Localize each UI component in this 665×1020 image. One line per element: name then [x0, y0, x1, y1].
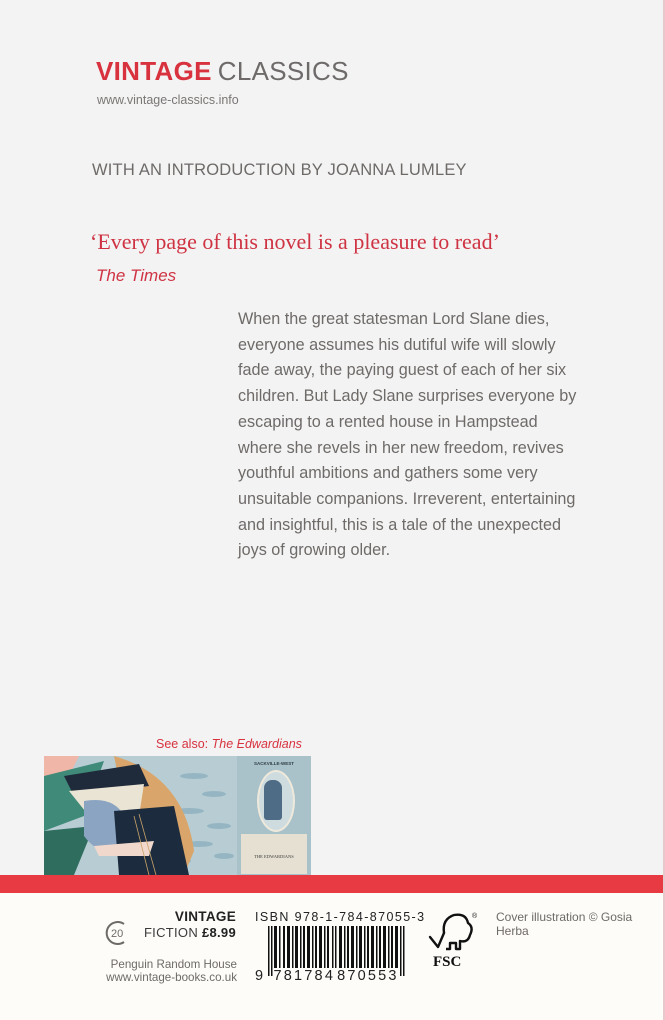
mini-cover-author: SACKVILLE-WEST — [254, 761, 294, 766]
see-also-label: See also: — [156, 737, 209, 751]
cover-illustration-detail — [44, 756, 237, 875]
publisher-name: Penguin Random House — [110, 958, 237, 971]
blurb-line: When the great statesman Lord Slane dies, — [238, 310, 550, 328]
see-also — [156, 737, 302, 751]
footer-band — [0, 875, 663, 893]
review-quote: ‘Every page of this novel is a pleasure to read’ — [90, 229, 500, 254]
blurb-line: where she revels in her new freedom, revives — [238, 438, 564, 457]
blurb-line: everyone assumes his dutiful wife will slowly — [238, 335, 556, 354]
blurb-line: and insightful, this is a tale of the unexpected — [238, 515, 562, 534]
see-also-title[interactable]: The Edwardians — [211, 737, 302, 751]
review-source: The Times — [96, 266, 177, 285]
blurb-line: youthful ambitions and gathers some very — [238, 464, 538, 483]
publisher-website[interactable]: www.vintage-books.co.uk — [106, 971, 237, 984]
barcode-digits — [254, 968, 400, 984]
category-label: FICTION — [143, 925, 199, 940]
publisher-info — [96, 958, 237, 984]
fsc-logo — [426, 909, 476, 969]
fsc-tree-icon — [426, 909, 480, 971]
barcode-digits-right: 870553 — [337, 968, 399, 984]
svg-text:®: ® — [472, 913, 478, 920]
series-logo — [96, 56, 349, 87]
barcode-digits-left: 781784 — [273, 968, 336, 984]
illustration-art-icon — [44, 756, 237, 875]
figure-shape — [264, 780, 282, 820]
blurb-line: fade away, the paying guest of each of her six — [238, 361, 567, 380]
blurb-line: joys of growing older. — [238, 541, 391, 560]
svg-text:20: 20 — [111, 928, 124, 940]
svg-text:FSC: FSC — [433, 954, 462, 970]
c20-logo-icon — [104, 920, 128, 944]
mini-cover-title: THE EDWARDIANS — [254, 854, 294, 859]
blurb-line: children. But Lady Slane surprises everyone by — [238, 387, 577, 406]
price: £8.99 — [201, 925, 236, 940]
isbn-label: ISBN 978-1-784-87055-3 — [255, 910, 426, 924]
introduction-credit: WITH AN INTRODUCTION BY JOANNA LUMLEY — [92, 161, 467, 179]
imprint-name: VINTAGE — [96, 56, 212, 86]
series-website[interactable]: www.vintage-classics.info — [97, 93, 239, 107]
imprint-name: VINTAGE — [174, 909, 236, 924]
blurb-line: unsuitable companions. Irreverent, entertaining — [238, 489, 576, 508]
cover-illustration-credit: Cover illustration © Gosia Herba — [496, 910, 633, 938]
book-blurb — [238, 307, 598, 564]
category-price — [144, 925, 236, 940]
the-edwardians-cover-thumbnail[interactable] — [237, 756, 311, 875]
barcode-digit-lead: 9 — [255, 968, 266, 984]
blurb-line: escaping to a rented house in Hampstead — [238, 412, 538, 431]
series-name: CLASSICS — [217, 56, 349, 86]
